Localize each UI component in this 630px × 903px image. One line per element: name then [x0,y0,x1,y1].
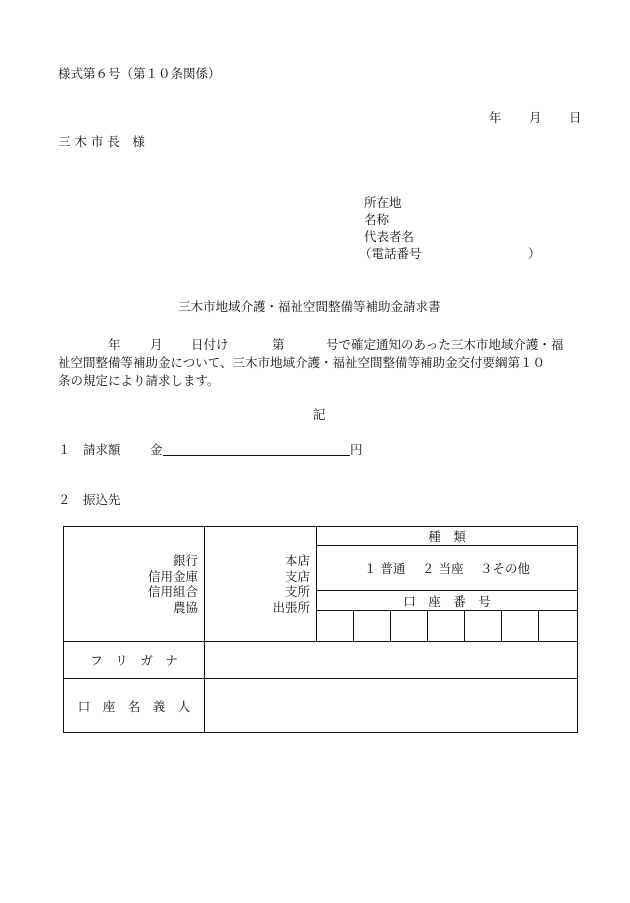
document-title: 三木市地域介護・福祉空間整備等補助金請求書 [178,299,441,314]
item1-yen: 円 [350,442,363,457]
applicant-name-label: 名称 [364,212,390,227]
body-day: 日付け [191,337,229,352]
addressee: 三 木 市 長 様 [58,134,145,149]
bank-type-3: 信用組合 [147,584,198,599]
bank-type-cell[interactable] [64,527,205,642]
branch-type-4: 出張所 [272,599,310,615]
account-digit-1[interactable] [317,611,354,642]
body-line1-rest: 号で確定通知のあった三木市地域介護・福 [326,337,564,352]
branch-type-1: 本店 [284,553,310,568]
furigana-field[interactable] [205,642,578,679]
branch-type-cell[interactable] [205,527,317,642]
applicant-rep-label: 代表者名 [364,229,415,244]
item1-number: １ [58,442,71,457]
account-digit-6[interactable] [502,611,539,642]
account-digit-7[interactable] [539,611,578,642]
ki-heading: 記 [313,407,326,422]
account-digit-5[interactable] [465,611,502,642]
body-line2: 祉空間整備等補助金について、三木市地域介護・福祉空間整備等補助金交付要綱第１０ [58,355,546,370]
applicant-phone-open: （電話番号 [359,246,422,261]
body-dai: 第 [272,337,285,352]
body-year: 年 [108,337,121,352]
date-year: 年 [489,110,502,125]
applicant-address-label: 所在地 [364,195,402,210]
account-holder-label: 口 座 名 義 人 [64,679,205,733]
account-number-header: 口 座 番 号 [317,591,578,611]
body-line3: 条の規定により請求します。 [58,373,220,388]
applicant-phone-close: ） [528,246,541,261]
kind-header: 種 類 [317,527,578,546]
date-day: 日 [569,110,582,125]
account-table [63,526,578,733]
bank-type-4: 農協 [172,599,198,615]
account-digit-4[interactable] [428,611,465,642]
kind-options[interactable]: １ 普通 ２ 当座 ３その他 [317,546,578,591]
form-number: 様式第６号（第１０条関係） [58,66,221,81]
bank-type-2: 信用金庫 [147,568,198,584]
amount-line[interactable] [163,440,350,456]
branch-type-3: 支所 [284,584,310,599]
date-month: 月 [529,110,542,125]
bank-type-1: 銀行 [172,553,198,568]
account-digit-2[interactable] [354,611,391,642]
item1-kin: 金 [150,442,163,457]
account-digit-3[interactable] [391,611,428,642]
item1-label: 請求額 [83,442,121,457]
body-month: 月 [150,337,163,352]
branch-type-2: 支店 [284,568,310,584]
account-holder-field[interactable] [205,679,578,733]
item2-label: 振込先 [83,492,121,507]
furigana-label: フ リ ガ ナ [64,642,205,679]
item2-number: ２ [58,492,71,507]
